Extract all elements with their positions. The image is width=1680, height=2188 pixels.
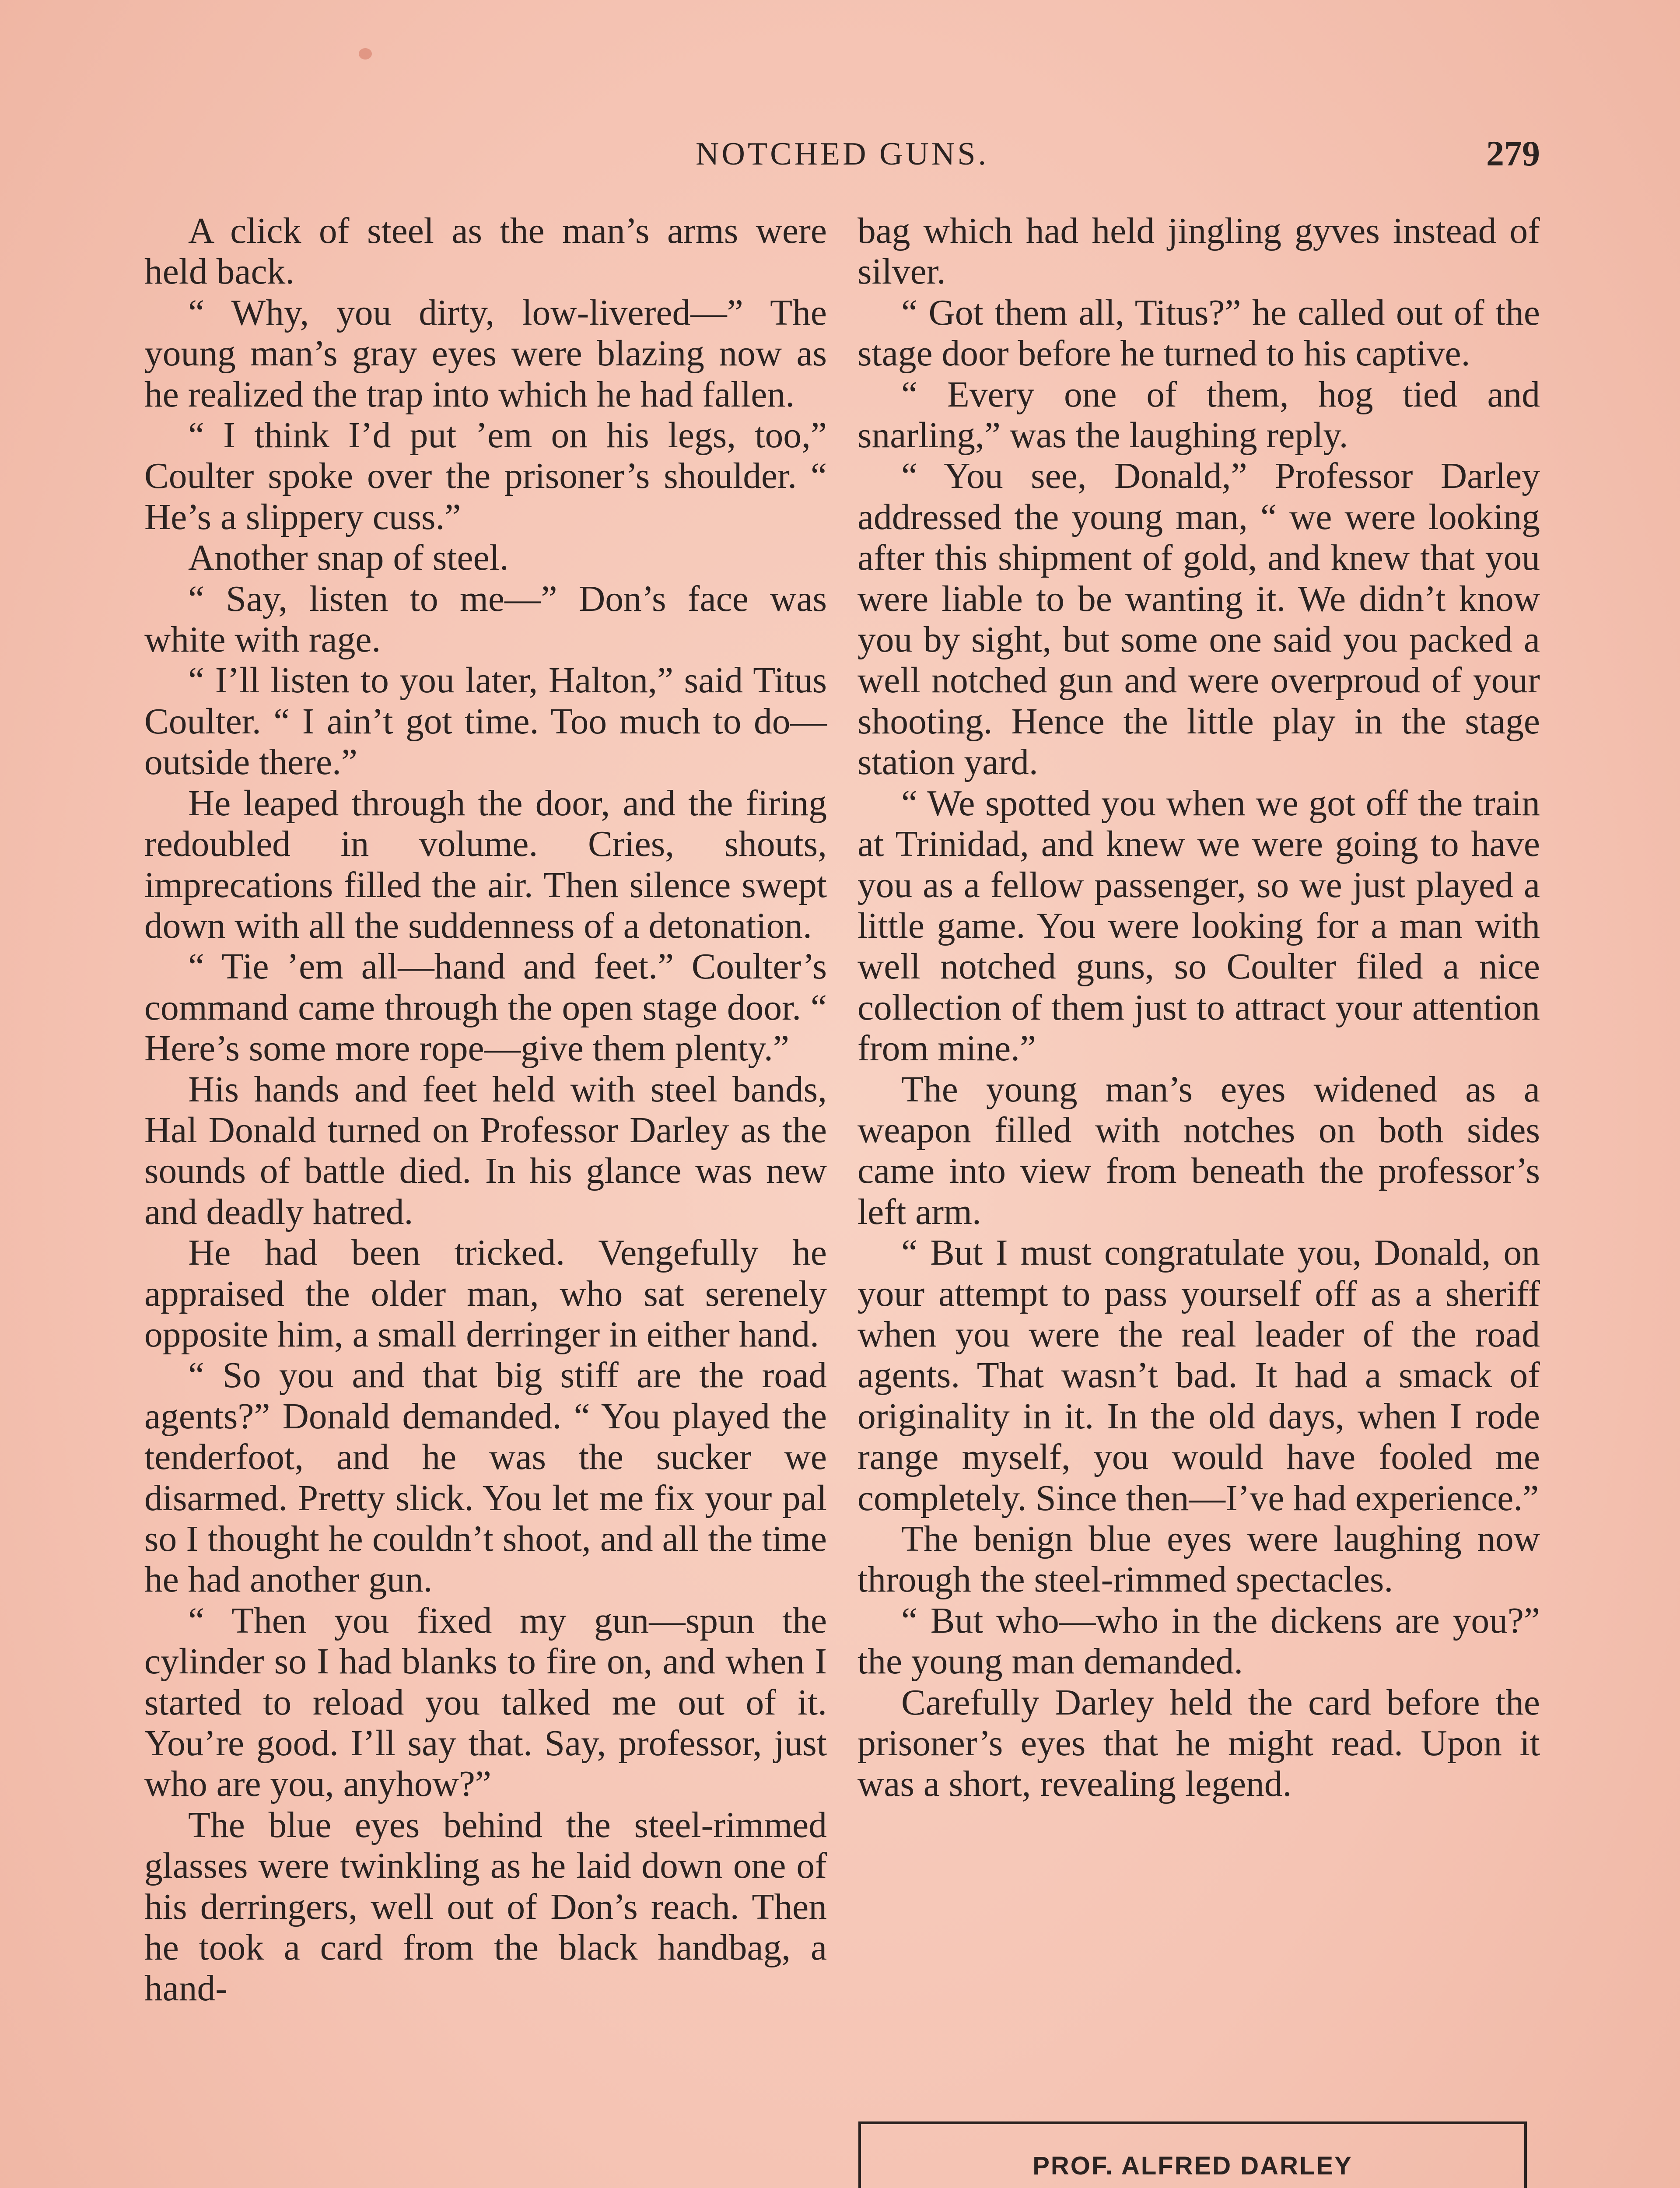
page-header [144,131,1540,184]
paragraph: He had been tricked. Vengefully he appraised the older man, who sat serenely opposite him, a small derringer in either hand. [144,1233,827,1355]
paragraph: “ You see, Donald,” Professor Darley addressed the young man, “ we were looking after this shipment of gold, and knew that you were liable to be wanting it. We didn’t know you by sight, but some one said you packed a well notched gun and were overproud of your shooting. Hence the little play in the stage station yard. [858,456,1540,783]
paragraph: “ I’ll listen to you later, Halton,” said Titus Coulter. “ I ain’t got time. Too much to do—outside there.” [144,660,827,783]
paragraph: “ Got them all, Titus?” he called out of the stage door before he turned to his captive. [858,292,1540,374]
paragraph: “ We spotted you when we got off the train at Trinidad, and knew we were going to have you as a fellow passenger, so we just played a little game. You were looking for a man with well notched guns, so Coulter filed a nice collection of them just to attract your attention from mine.” [858,783,1540,1069]
paragraph: He leaped through the door, and the firing redoubled in volume. Cries, shouts, imprecations filled the air. Then silence swept down with all the suddenness of a detonation. [144,783,827,946]
paragraph: The benign blue eyes were laughing now through the steel-rimmed spectacles. [858,1519,1540,1600]
paragraph: “ Tie ’em all—hand and feet.” Coulter’s command came through the open stage door. “ Here’s some more rope—give them plenty.” [144,947,827,1069]
paragraph: bag which had held jingling gyves instead of silver. [858,211,1540,292]
paragraph: His hands and feet held with steel bands, Hal Donald turned on Professor Darley as the sounds of battle died. In his glance was new and deadly hatred. [144,1069,827,1232]
paragraph: “ Every one of them, hog tied and snarling,” was the laughing reply. [858,374,1540,456]
right-column [858,211,1540,1805]
paragraph: The young man’s eyes widened as a weapon filled with notches on both sides came into view from beneath the professor’s left arm. [858,1069,1540,1232]
card-name: PROF. ALFRED DARLEY [1032,2152,1353,2180]
paragraph: The blue eyes behind the steel-rimmed glasses were twinkling as he laid down one of his derringers, well out of Don’s reach. Then he took a card from the black handbag, a hand- [144,1805,827,2009]
paper-stain [359,48,372,60]
paragraph: “ But who—who in the dickens are you?” the young man demanded. [858,1600,1540,1682]
running-head: NOTCHED GUNS. [696,136,989,172]
paragraph: “ So you and that big stiff are the road agents?” Donald demanded. “ You played the tenderfoot, and he was the sucker we disarmed. Pretty slick. You let me fix your pal so I thought he couldn’t shoot, and all the time he had another gun. [144,1355,827,1600]
paragraph: “ I think I’d put ’em on his legs, too,” Coulter spoke over the prisoner’s shoulder. “ He’s a slippery cuss.” [144,415,827,537]
paragraph: “ Why, you dirty, low-livered—” The young man’s gray eyes were blazing now as he realized the trap into which he had fallen. [144,292,827,415]
paragraph: “ Then you fixed my gun—spun the cylinder so I had blanks to fire on, and when I started to reload you talked me out of it. You’re good. I’ll say that. Say, professor, just who are you, anyhow?” [144,1600,827,1805]
paragraph: Carefully Darley held the card before the prisoner’s eyes that he might read. Upon it was a short, revealing legend. [858,1682,1540,1805]
paragraph: A click of steel as the man’s arms were held back. [144,211,827,292]
paragraph: “ Say, listen to me—” Don’s face was white with rage. [144,579,827,660]
paragraph: Another snap of steel. [188,538,509,579]
page-number: 279 [1486,133,1540,173]
business-card [858,2121,1527,2188]
paragraph: “ But I must congratulate you, Donald, on your attempt to pass yourself off as a sheriff when you were the real leader of the road agents. That wasn’t bad. It had a smack of originality in it. In the old days, when I rode range myself, you would have fooled me completely. Since then—I’ve had experience.” [858,1233,1540,1518]
left-column [144,211,827,2009]
